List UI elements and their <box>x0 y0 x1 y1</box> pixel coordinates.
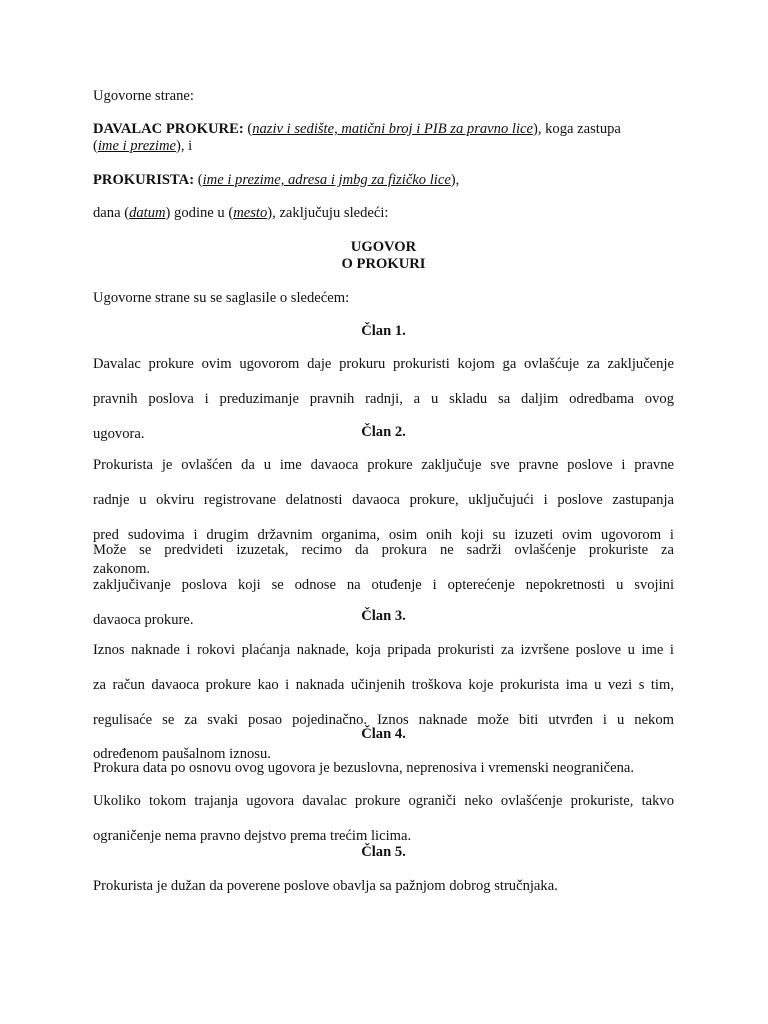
clan3-paragraph <box>93 642 674 764</box>
prokurista-end-text: ), <box>450 172 460 188</box>
davalac-label: DAVALAC PROKURE: <box>93 121 244 137</box>
text-line: Davalac prokure ovim ugovorom daje prokuru prokuristi kojom ga ovlašćuje za zaključenje <box>93 356 674 372</box>
text-line: davaoca prokure. <box>93 611 194 628</box>
paren-open: ( <box>93 138 98 155</box>
title-line-2: O PROKURI <box>341 256 426 273</box>
davalac-end-text: ), i <box>175 138 193 155</box>
date-placeholder: datum <box>129 205 166 221</box>
text-line: pravnih poslova i preduzimanje pravnih radnji, a u skladu sa daljim odredbama ovog <box>93 390 674 407</box>
clan4-paragraph-1 <box>93 760 674 777</box>
davalac-line-2 <box>93 138 674 155</box>
davalac-line-1 <box>93 121 674 138</box>
text-line: ograničenje nema pravno dejstvo prema trećim licima. <box>93 827 412 844</box>
paren-open: ( <box>194 172 203 188</box>
clan5-heading: Član 5. <box>361 844 406 860</box>
text-line: Iznos naknade i rokovi plaćanja naknade, koja pripada prokuristi za izvršene poslove u ime i <box>93 642 674 658</box>
text-line: Prokura data po osnovu ovog ugovora je bezuslovna, neprenosiva i vremenski neograničena. <box>93 760 635 776</box>
text-line: Može se predvideti izuzetak, recimo da prokura ne sadrži ovlašćenje prokuriste za <box>93 542 674 558</box>
clan4-paragraph-2 <box>93 793 674 845</box>
clan3-heading: Član 3. <box>361 608 406 624</box>
davalac-mid-text: ), koga zastupa <box>532 121 621 137</box>
text-line: Prokurista je dužan da poverene poslove obavlja sa pažnjom dobrog stručnjaka. <box>93 878 558 894</box>
text-line: pred sudovima i drugim državnim organima, osim onih koji su izuzeti ovim ugovorom i <box>93 526 674 543</box>
dana-post-text: ), zaključuju sledeći: <box>267 205 389 221</box>
text-line: regulisaće se za svaki posao pojedinačno. Iznos naknade može biti utvrđen i u nekom <box>93 711 674 728</box>
title-line-1: UGOVOR <box>350 239 417 255</box>
text-line: radnje u okviru registrovane delatnosti davaoca prokure, uključujući i poslove zastupanja <box>93 491 674 508</box>
place-placeholder: mesto <box>233 205 268 221</box>
text-line: zakonom. <box>93 561 151 578</box>
clan5-paragraph <box>93 878 674 895</box>
clan2-heading: Član 2. <box>361 424 406 440</box>
text-line: Ukoliko tokom trajanja ugovora davalac prokure ograniči neko ovlašćenje prokuriste, takvo <box>93 793 674 809</box>
contract-title <box>93 239 674 274</box>
text-line: ugovora. <box>93 425 145 442</box>
dana-pre-text: dana ( <box>93 205 130 221</box>
agreed-line: Ugovorne strane su se saglasile o sledećem: <box>93 290 350 306</box>
intro-line: Ugovorne strane: <box>93 88 194 104</box>
prokurista-paragraph <box>93 172 674 189</box>
zastupnik-placeholder: ime i prezime <box>97 138 176 155</box>
dana-mid-text: ) godine u ( <box>165 205 234 221</box>
paren-open: ( <box>243 121 253 137</box>
text-line: zaključivanje poslova koji se odnose na otuđenje i opterećenje nepokretnosti u svojini <box>93 576 674 593</box>
text-line: određenom paušalnom iznosu. <box>93 746 271 763</box>
davalac-placeholder: naziv i sedište, matični broj i PIB za pravno lice <box>252 121 533 137</box>
prokurista-label: PROKURISTA: <box>93 172 195 188</box>
clan1-heading: Član 1. <box>361 323 406 339</box>
dana-paragraph <box>93 205 674 222</box>
davalac-paragraph <box>93 121 674 156</box>
prokurista-placeholder: ime i prezime, adresa i jmbg za fizičko lice <box>202 172 451 188</box>
text-line: za račun davaoca prokure kao i naknada učinjenih troškova koje prokurista ima u vezi s tim, <box>93 676 674 693</box>
text-line: Prokurista je ovlašćen da u ime davaoca prokure zaključuje sve pravne poslove i pravne <box>93 457 674 473</box>
clan4-heading: Član 4. <box>361 726 406 742</box>
